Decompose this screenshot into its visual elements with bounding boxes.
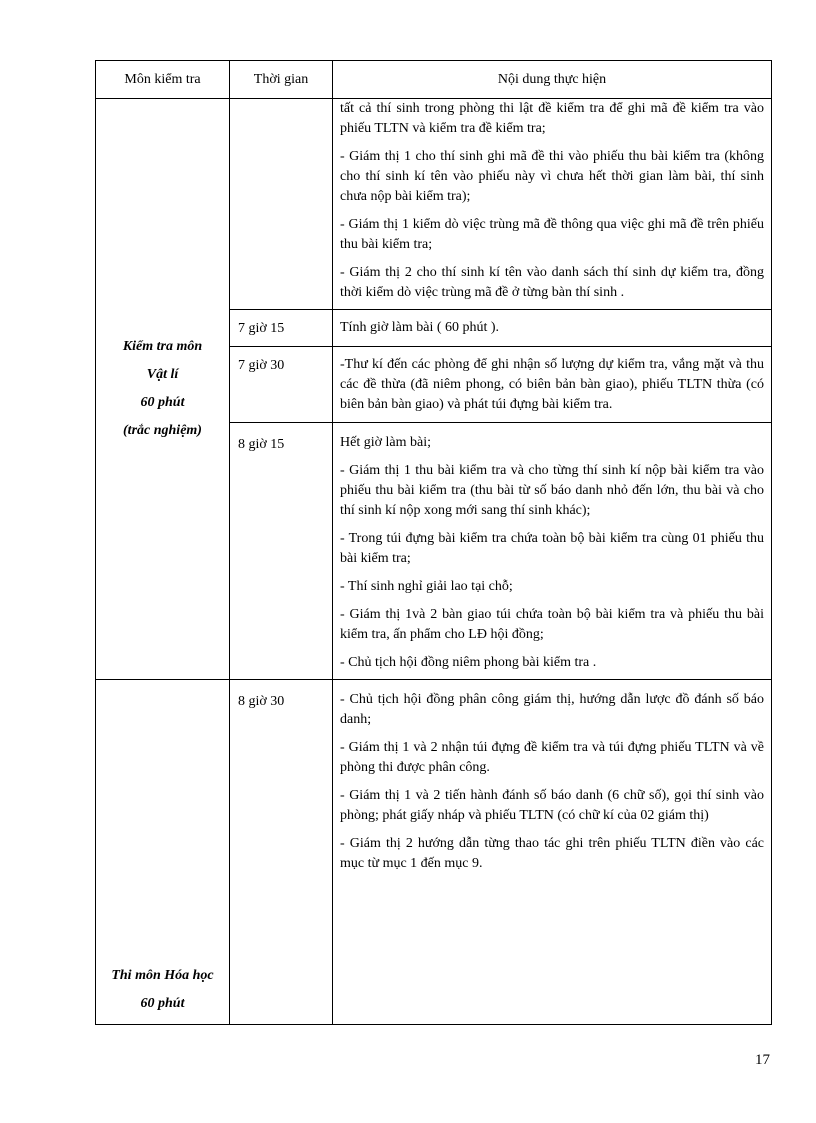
content-paragraph: Tính giờ làm bài ( 60 phút ). [340,320,500,335]
content-paragraph: - Trong túi đựng bài kiểm tra chứa toàn bộ bài kiểm tra cùng 01 phiếu thu bài kiểm tra; [340,531,764,566]
content-paragraph: - Chủ tịch hội đồng phân công giám thị, hướng dẫn lược đồ đánh số báo danh; [340,692,764,727]
content-cell [333,347,772,423]
subject-line: Kiểm tra môn [122,339,203,354]
subject-line: 60 phút [140,395,185,410]
subject-line: (trắc nghiệm) [123,423,202,438]
content-paragraph: - Giám thị 1 và 2 nhận túi đựng đề kiểm tra và túi đựng phiếu TLTN và về phòng thi được phân công. [340,740,764,775]
time-cell: 7 giờ 15 [230,310,333,347]
content-cell [333,423,772,680]
subject-cell-chemistry [96,680,230,1025]
table-row [96,680,772,1025]
content-paragraph: - Giám thị 1 cho thí sinh ghi mã đề thi vào phiếu thu bài kiểm tra (không cho thí sinh kí tên vào phiếu này vì chưa hết thời gian làm bài, thí sinh chưa nộp bài kiểm tra); [340,149,764,204]
header-subject: Môn kiểm tra [96,61,230,99]
subject-line: Thi môn Hóa học [111,968,214,983]
content-paragraph: - Giám thị 1 và 2 tiến hành đánh số báo danh (6 chữ số), gọi thí sinh vào phòng; phát giấy nháp và phiếu TLTN (có chữ kí của 02 giám thị) [340,788,764,823]
schedule-table [95,60,772,1025]
content-paragraph: tất cả thí sinh trong phòng thi lật đề kiểm tra để ghi mã đề kiểm tra vào phiếu TLTN và kiểm tra đề kiểm tra; [340,101,764,136]
content-paragraph: Hết giờ làm bài; [340,435,431,450]
time-cell: 8 giờ 30 [230,680,333,1025]
content-paragraph: -Thư kí đến các phòng để ghi nhận số lượng dự kiểm tra, vắng mặt và thu các đề thừa (đã niêm phong, có biên bản bàn giao), phiếu TLTN thừa (có biên bản bàn giao) và phát túi đựng bài kiểm tra. [340,357,764,412]
subject-line: Vật lí [146,367,179,382]
header-time: Thời gian [230,61,333,99]
subject-cell-physics [96,99,230,680]
content-cell [333,310,772,347]
content-paragraph: - Giám thị 2 cho thí sinh kí tên vào danh sách thí sinh dự kiểm tra, đồng thời kiểm dò việc trùng mã đề ở từng bàn thí sinh . [340,265,764,300]
content-paragraph: - Giám thị 1 kiểm dò việc trùng mã đề thông qua việc ghi mã đề trên phiếu thu bài kiểm tra; [340,217,764,252]
content-paragraph: - Giám thị 1 thu bài kiểm tra và cho từng thí sinh kí nộp bài kiểm tra vào phiếu thu bài kiểm tra (thu bài từ số báo danh nhỏ đến lớn, thu bài và cho thí sinh kí nộp xong mới sang thí sinh khác); [340,463,764,518]
content-cell [333,99,772,310]
subject-line: 60 phút [140,996,185,1011]
table-header-row [96,61,772,99]
time-cell: 7 giờ 30 [230,347,333,423]
header-content: Nội dung thực hiện [333,61,772,99]
time-cell: 8 giờ 15 [230,423,333,680]
page-number: 17 [755,1052,770,1068]
content-paragraph: - Chủ tịch hội đồng niêm phong bài kiểm tra . [340,655,597,670]
table-row [96,99,772,310]
content-paragraph: - Giám thị 2 hướng dẫn từng thao tác ghi trên phiếu TLTN điền vào các mục từ mục 1 đến mục 9. [340,836,764,871]
content-cell [333,680,772,1025]
content-paragraph: - Thí sinh nghỉ giải lao tại chỗ; [340,579,513,594]
content-paragraph: - Giám thị 1và 2 bàn giao túi chứa toàn bộ bài kiểm tra và phiếu thu bài kiểm tra, ấn phẩm cho LĐ hội đồng; [340,607,764,642]
time-cell [230,99,333,310]
